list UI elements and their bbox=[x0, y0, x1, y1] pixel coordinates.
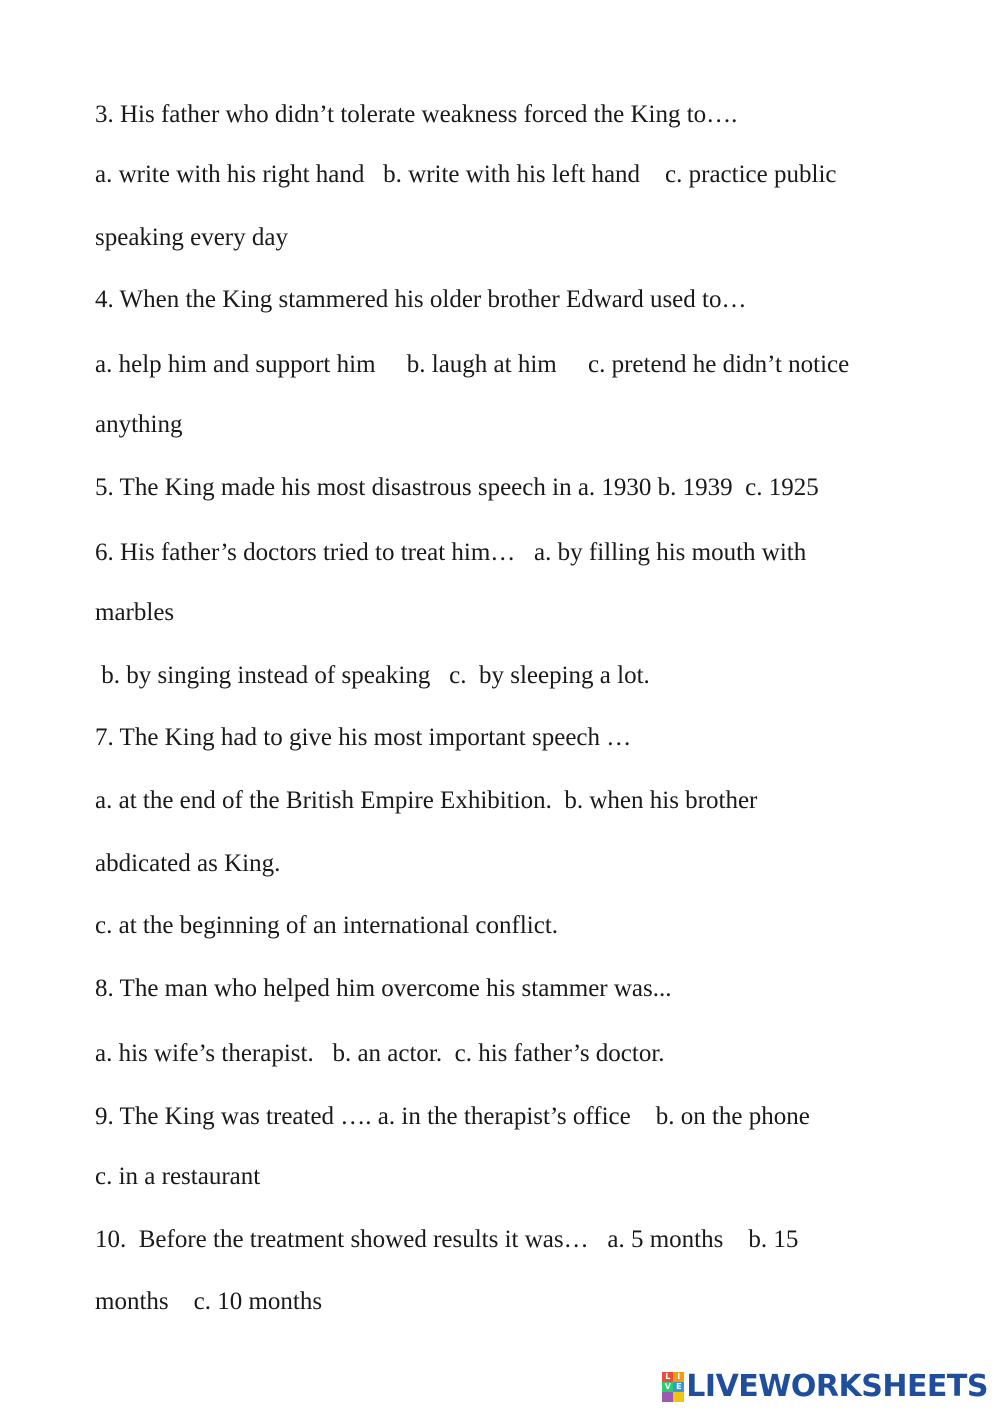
question-6-options: b. by singing instead of speaking c. by sleeping a lot. bbox=[95, 662, 650, 689]
question-4-prompt: 4. When the King stammered his older brother Edward used to… bbox=[95, 286, 747, 313]
question-7-prompt: 7. The King had to give his most important speech … bbox=[95, 724, 632, 751]
question-4-options-cont: anything bbox=[95, 411, 183, 438]
question-9-prompt: 9. The King was treated …. a. in the therapist’s office b. on the phone bbox=[95, 1103, 810, 1130]
question-6-prompt: 6. His father’s doctors tried to treat him… a. by filling his mouth with bbox=[95, 539, 807, 566]
question-6-options-cont: marbles bbox=[95, 599, 175, 626]
question-7-option-c: c. at the beginning of an international conflict. bbox=[95, 912, 559, 939]
question-10-prompt: 10. Before the treatment showed results it was… a. 5 months b. 15 bbox=[95, 1226, 799, 1253]
question-3-options: a. write with his right hand b. write with his left hand c. practice public bbox=[95, 161, 837, 188]
liveworksheets-logo-text: LIVEWORKSHEETS bbox=[686, 1369, 988, 1404]
logo-tile-6 bbox=[673, 1392, 684, 1402]
logo-tile-3: V bbox=[662, 1382, 673, 1392]
question-4-options: a. help him and support him b. laugh at him c. pretend he didn’t notice bbox=[95, 351, 850, 378]
logo-tile-1: L bbox=[662, 1372, 673, 1382]
liveworksheets-logo-icon bbox=[662, 1372, 684, 1402]
question-7-options: a. at the end of the British Empire Exhibition. b. when his brother bbox=[95, 787, 758, 814]
question-7-options-cont: abdicated as King. bbox=[95, 850, 281, 877]
question-5-prompt: 5. The King made his most disastrous speech in a. 1930 b. 1939 c. 1925 bbox=[95, 474, 819, 501]
logo-tile-4: E bbox=[673, 1382, 684, 1392]
question-10-options-cont: months c. 10 months bbox=[95, 1288, 323, 1315]
question-9-options-cont: c. in a restaurant bbox=[95, 1163, 261, 1190]
question-8-prompt: 8. The man who helped him overcome his stammer was... bbox=[95, 975, 672, 1002]
logo-tile-5 bbox=[662, 1392, 673, 1402]
question-8-options: a. his wife’s therapist. b. an actor. c. his father’s doctor. bbox=[95, 1040, 665, 1067]
question-3-prompt: 3. His father who didn’t tolerate weakness forced the King to…. bbox=[95, 101, 738, 128]
logo-tile-2: I bbox=[673, 1372, 684, 1382]
liveworksheets-logo bbox=[662, 1370, 988, 1404]
question-3-options-cont: speaking every day bbox=[95, 224, 288, 251]
